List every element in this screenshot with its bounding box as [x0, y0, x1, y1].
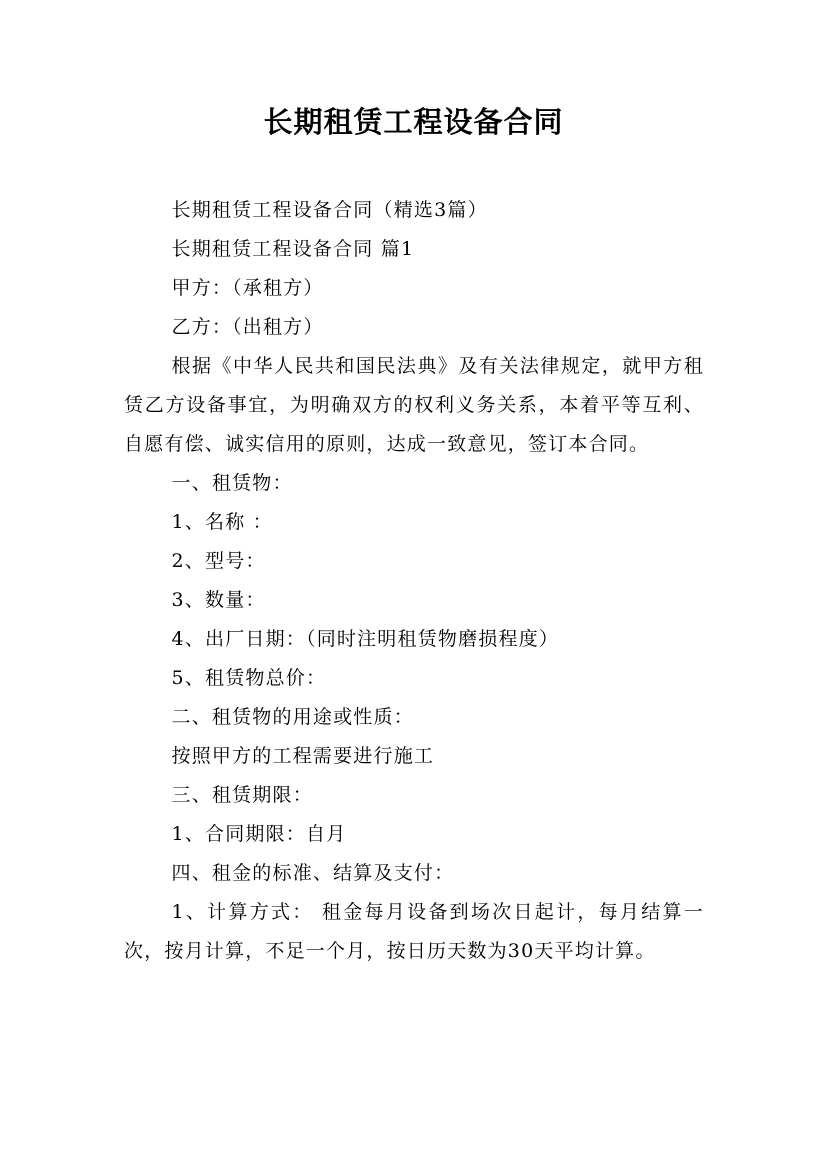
- paragraph-item-total-price: 5、租赁物总价：: [171, 667, 327, 689]
- paragraph-section-2: 二、租赁物的用途或性质：: [171, 706, 414, 728]
- paragraph-term: 1、合同期限：自月: [171, 823, 347, 845]
- paragraph-calculation: 1、计算方式： 租金每月设备到场次日起计，每月结算一次，按月计算，不足一个月，按日历天数为30天平均计算。: [124, 901, 704, 962]
- paragraph-usage: 按照甲方的工程需要进行施工: [171, 745, 435, 767]
- paragraph-item-date: 4、出厂日期：（同时注明租赁物磨损程度）: [171, 628, 560, 650]
- paragraph-party-a: 甲方：（承租方）: [171, 277, 324, 299]
- paragraph-party-b: 乙方：（出租方）: [171, 316, 324, 338]
- paragraph-subtitle: 长期租赁工程设备合同（精选3篇）: [171, 199, 488, 221]
- paragraph-item-quantity: 3、数量：: [171, 589, 266, 611]
- paragraph-preamble: 根据《中华人民共和国民法典》及有关法律规定，就甲方租赁乙方设备事宜，为明确双方的权利义务关系，本着平等互利、自愿有偿、诚实信用的原则，达成一致意见，签订本合同。: [124, 355, 704, 455]
- paragraph-section-4: 四、租金的标准、结算及支付：: [171, 862, 455, 884]
- paragraph-item-model: 2、型号：: [171, 550, 266, 572]
- document-title: 长期租赁工程设备合同: [263, 105, 564, 139]
- paragraph-section-1: 一、租赁物：: [171, 472, 293, 494]
- paragraph-article-heading: 长期租赁工程设备合同 篇1: [171, 238, 415, 260]
- document-body: [124, 191, 704, 971]
- paragraph-section-3: 三、租赁期限：: [171, 784, 313, 806]
- paragraph-item-name: 1、名称 ：: [171, 511, 273, 533]
